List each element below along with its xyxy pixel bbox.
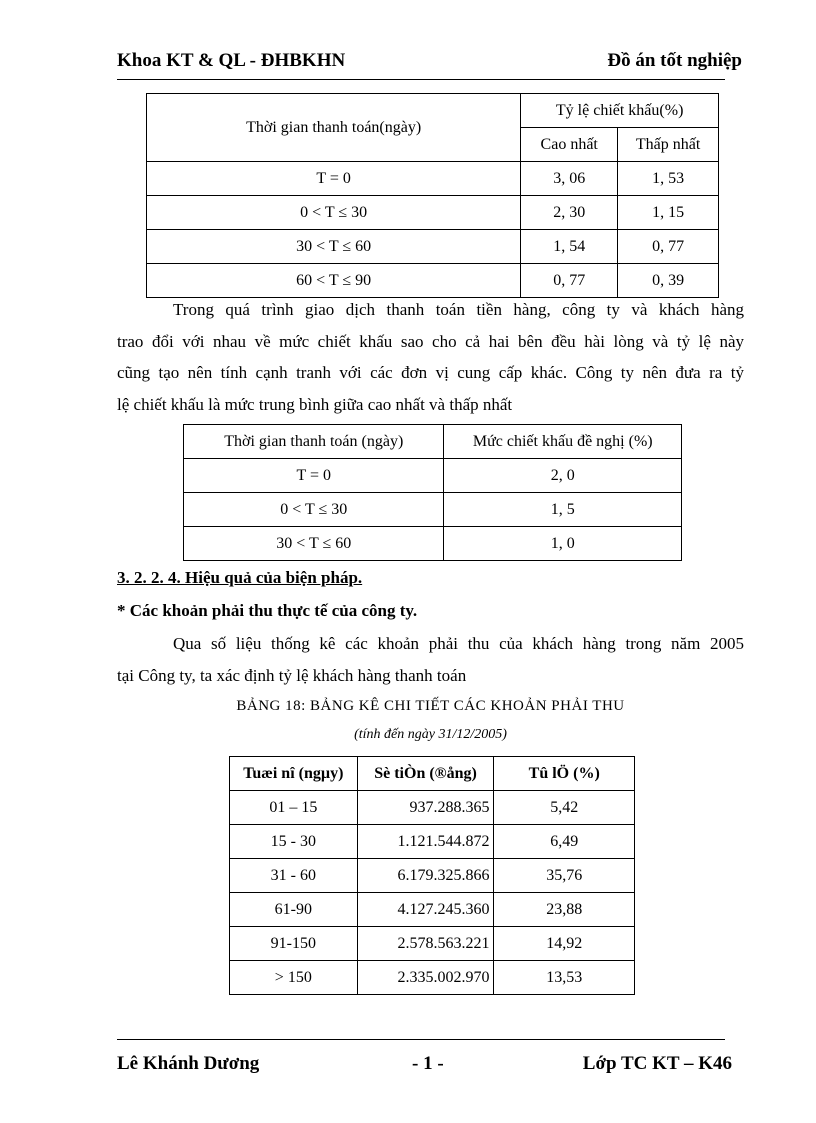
footer-class: Lớp TC KT – K46 <box>582 1053 732 1074</box>
table3-header-amount: Sè tiÒn (®ång) <box>357 757 494 791</box>
paragraph-line: Qua số liệu thống kê các khoản phải thu của khách hàng trong năm 2005 <box>173 634 744 653</box>
age-cell: > 150 <box>230 961 358 995</box>
table-row <box>230 927 635 961</box>
discount-rate-table <box>146 93 719 298</box>
receivables-table <box>229 756 635 995</box>
footer-rule <box>117 1039 725 1040</box>
period-cell: 60 < T ≤ 90 <box>147 264 521 298</box>
table-row <box>230 825 635 859</box>
table3-title: BẢNG 18: BẢNG KÊ CHI TIẾT CÁC KHOẢN PHẢI THU <box>236 698 625 714</box>
low-cell: 0, 77 <box>618 230 719 264</box>
table3-header-age: Tuæi nî (ngµy) <box>230 757 358 791</box>
table3-header-pct: Tû lÖ (%) <box>494 757 635 791</box>
table1-sub-low: Thấp nhất <box>618 128 719 162</box>
amount-cell: 2.578.563.221 <box>357 927 494 961</box>
period-cell: 0 < T ≤ 30 <box>184 493 444 527</box>
period-cell: T = 0 <box>184 459 444 493</box>
pct-cell: 6,49 <box>494 825 635 859</box>
table-row <box>230 961 635 995</box>
subheading: * Các khoản phải thu thực tế của công ty. <box>117 601 418 620</box>
footer-author: Lê Khánh Dương <box>117 1053 260 1074</box>
rate-cell: 2, 0 <box>444 459 682 493</box>
paragraph-receivables-intro <box>117 628 744 691</box>
pct-cell: 13,53 <box>494 961 635 995</box>
pct-cell: 14,92 <box>494 927 635 961</box>
pct-cell: 35,76 <box>494 859 635 893</box>
age-cell: 91-150 <box>230 927 358 961</box>
high-cell: 3, 06 <box>521 162 618 196</box>
header-right: Đồ án tốt nghiệp <box>607 50 742 71</box>
amount-cell: 1.121.544.872 <box>357 825 494 859</box>
table2-col1-header: Thời gian thanh toán (ngày) <box>184 425 444 459</box>
pct-cell: 5,42 <box>494 791 635 825</box>
amount-cell: 2.335.002.970 <box>357 961 494 995</box>
paragraph-line: Trong quá trình giao dịch thanh toán tiền hàng, công ty và khách hàng <box>173 300 744 319</box>
proposed-discount-table <box>183 424 682 561</box>
table1-sub-high: Cao nhất <box>521 128 618 162</box>
paragraph-line: tại Công ty, ta xác định tỷ lệ khách hàng thanh toán <box>117 665 467 685</box>
table-row <box>147 196 719 230</box>
period-cell: 30 < T ≤ 60 <box>184 527 444 561</box>
paragraph-line: trao đổi với nhau về mức chiết khấu sao cho cả hai bên đều hài lòng và tỷ lệ này <box>117 331 744 351</box>
rate-cell: 1, 0 <box>444 527 682 561</box>
table-row <box>147 162 719 196</box>
amount-cell: 6.179.325.866 <box>357 859 494 893</box>
high-cell: 1, 54 <box>521 230 618 264</box>
rate-cell: 1, 5 <box>444 493 682 527</box>
age-cell: 01 – 15 <box>230 791 358 825</box>
low-cell: 1, 15 <box>618 196 719 230</box>
table-row <box>184 527 682 561</box>
table-row <box>230 791 635 825</box>
table-row <box>147 264 719 298</box>
table-row <box>184 459 682 493</box>
period-cell: T = 0 <box>147 162 521 196</box>
table1-col1-header: Thời gian thanh toán(ngày) <box>147 94 521 162</box>
section-heading: 3. 2. 2. 4. Hiệu quả của biện pháp. <box>117 568 363 587</box>
high-cell: 0, 77 <box>521 264 618 298</box>
paragraph-line: cũng tạo nên tính cạnh tranh với các đơn vị cung cấp khác. Công ty nên đưa ra tỷ <box>117 363 744 382</box>
period-cell: 0 < T ≤ 30 <box>147 196 521 230</box>
header-rule <box>117 79 725 80</box>
page-number: - 1 - <box>412 1053 444 1074</box>
paragraph-line: lệ chiết khấu là mức trung bình giữa cao nhất và thấp nhất <box>117 394 513 414</box>
table-row <box>230 893 635 927</box>
table3-subtitle: (tính đến ngày 31/12/2005) <box>354 727 507 742</box>
table-row <box>230 859 635 893</box>
table-row <box>147 230 719 264</box>
low-cell: 1, 53 <box>618 162 719 196</box>
period-cell: 30 < T ≤ 60 <box>147 230 521 264</box>
table2-col2-header: Mức chiết khấu đề nghị (%) <box>444 425 682 459</box>
amount-cell: 937.288.365 <box>357 791 494 825</box>
amount-cell: 4.127.245.360 <box>357 893 494 927</box>
age-cell: 61-90 <box>230 893 358 927</box>
age-cell: 15 - 30 <box>230 825 358 859</box>
age-cell: 31 - 60 <box>230 859 358 893</box>
pct-cell: 23,88 <box>494 893 635 927</box>
low-cell: 0, 39 <box>618 264 719 298</box>
table-row <box>184 493 682 527</box>
table1-group-header: Tỷ lệ chiết khấu(%) <box>521 94 719 128</box>
high-cell: 2, 30 <box>521 196 618 230</box>
paragraph-discount-negotiation <box>117 294 744 420</box>
header-left: Khoa KT & QL - ĐHBKHN <box>117 50 346 71</box>
